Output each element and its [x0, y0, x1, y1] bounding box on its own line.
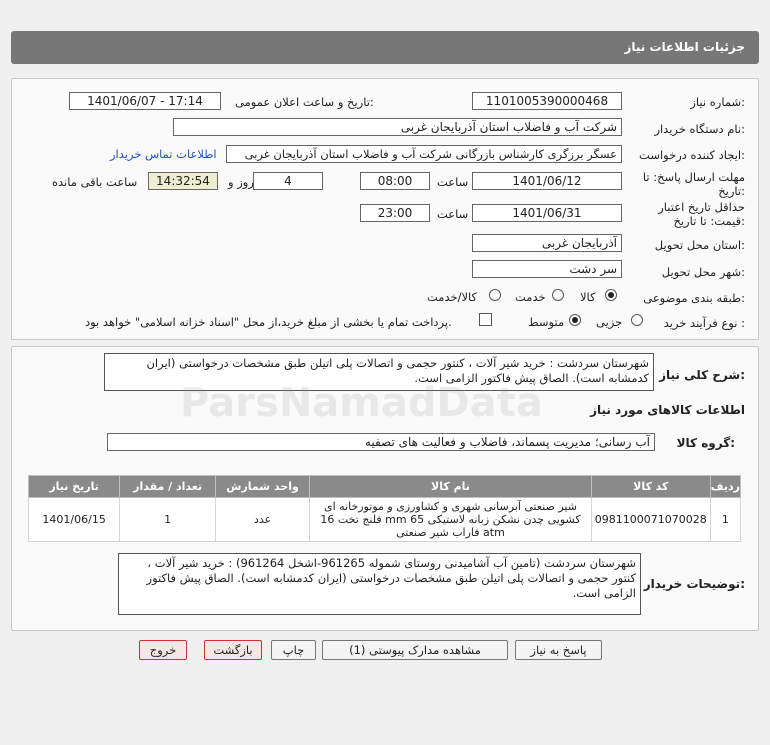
col-qty: تعداد / مقدار — [120, 476, 216, 498]
need-number-field: 1101005390000468 — [472, 92, 622, 110]
buyer-org-field: شرکت آب و فاضلاب استان آذربایجان غربی — [173, 118, 622, 136]
days-label: روز و — [228, 175, 254, 189]
goods-table — [28, 475, 741, 542]
category-both-radio[interactable] — [489, 289, 501, 301]
remaining-time-field: 14:32:54 — [148, 172, 218, 190]
deadline-time-field: 08:00 — [360, 172, 430, 190]
validity-date-field: 1401/06/31 — [472, 204, 622, 222]
remaining-label: ساعت باقی مانده — [52, 175, 138, 189]
table-row — [29, 498, 741, 542]
treasury-payment-note: پرداخت تمام یا بخشی از مبلغ خرید،از محل "اسناد خزانه اسلامی" خواهد بود. — [85, 315, 452, 329]
col-code: کد کالا — [591, 476, 710, 498]
category-service-label: خدمت — [515, 290, 546, 304]
goods-group-field: آب رسانی؛ مدیریت پسماند، فاضلاب و فعالیت های تصفیه — [107, 433, 655, 451]
need-number-label: شماره نیاز: — [690, 95, 745, 109]
deadline-label-2: تاریخ: — [718, 184, 745, 198]
col-row: ردیف — [710, 476, 740, 498]
cell-name: شیر صنعتی آبرسانی شهری و کشاورزی و موتورخانه ای کشویی چدن نشکن زبانه لاستیکی 65 mm فلنج تخت 16 atm فاراب شیر صنعتی — [310, 498, 592, 542]
validity-time-label: ساعت — [437, 207, 469, 221]
deadline-time-label: ساعت — [437, 175, 469, 189]
col-date: تاریخ نیاز — [29, 476, 120, 498]
creator-label: ایجاد کننده درخواست: — [639, 148, 745, 162]
validity-label: حداقل تاریخ اعتبار — [658, 200, 745, 214]
buyer-notes-text: شهرستان سردشت (تامین آب آشامیدنی روستای شموله 961265-اشخل 961264) : خرید شیر آلات ، کنتور حجمی و اتصالات پلی اتیلن طبق مشخصات درخواستی (ایران کدمشابه است). الصاق پیش فاکتور الزامی است. — [118, 553, 641, 615]
buyer-org-label: نام دستگاه خریدار: — [654, 122, 745, 136]
process-medium-radio[interactable] — [569, 314, 581, 326]
process-partial-radio[interactable] — [631, 314, 643, 326]
page-header — [11, 31, 759, 64]
days-remaining-field: 4 — [253, 172, 323, 190]
reply-button[interactable]: پاسخ به نیاز — [515, 640, 602, 660]
summary-text: شهرستان سردشت : خرید شیر آلات ، کنتور حجمی و اتصالات پلی اتیلن طبق مشخصات درخواستی (ایران کدمشابه است). الصاق پیش فاکتور الزامی است. — [104, 353, 654, 391]
cell-code: 0981100071070028 — [591, 498, 710, 542]
process-partial-label: جزیی — [596, 315, 623, 329]
announce-field: 1401/06/07 - 17:14 — [69, 92, 221, 110]
category-both-label: کالا/خدمت — [427, 290, 478, 304]
exit-button[interactable]: خروج — [139, 640, 187, 660]
announce-label: تاریخ و ساعت اعلان عمومی: — [235, 95, 374, 109]
province-field: آذربایجان غربی — [472, 234, 622, 252]
view-attachments-button[interactable]: مشاهده مدارک پیوستی (1) — [322, 640, 508, 660]
page-title: جزئیات اطلاعات نیاز — [624, 40, 745, 54]
goods-section-title: اطلاعات کالاهای مورد نیاز — [590, 403, 745, 417]
col-unit: واحد شمارش — [215, 476, 309, 498]
back-button[interactable]: بازگشت — [204, 640, 262, 660]
category-label: طبقه بندی موضوعی: — [643, 291, 745, 305]
buyer-contact-link[interactable]: اطلاعات تماس خریدار — [110, 147, 217, 161]
province-label: استان محل تحویل: — [654, 238, 745, 252]
process-label: نوع فرآیند خرید : — [663, 316, 745, 330]
treasury-payment-checkbox[interactable] — [479, 313, 492, 326]
cell-qty: 1 — [120, 498, 216, 542]
category-service-radio[interactable] — [552, 289, 564, 301]
cell-date: 1401/06/15 — [29, 498, 120, 542]
goods-group-label: گروه کالا: — [676, 436, 735, 450]
category-goods-label: کالا — [580, 290, 596, 304]
buyer-notes-label: توضیحات خریدار: — [643, 577, 745, 591]
deadline-date-field: 1401/06/12 — [472, 172, 622, 190]
col-name: نام کالا — [310, 476, 592, 498]
city-label: شهر محل تحویل: — [661, 265, 745, 279]
summary-label: شرح کلی نیاز: — [659, 368, 745, 382]
process-medium-label: متوسط — [528, 315, 565, 329]
cell-unit: عدد — [215, 498, 309, 542]
category-goods-radio[interactable] — [605, 289, 617, 301]
print-button[interactable]: چاپ — [271, 640, 316, 660]
city-field: سر دشت — [472, 260, 622, 278]
validity-time-field: 23:00 — [360, 204, 430, 222]
deadline-label: مهلت ارسال پاسخ: تا — [642, 170, 745, 184]
creator-field: عسگر برزگری کارشناس بازرگانی شرکت آب و فاضلاب استان آذربایجان غربی — [226, 145, 622, 163]
cell-row: 1 — [710, 498, 740, 542]
validity-label-2: قیمت: تا تاریخ: — [673, 214, 745, 228]
